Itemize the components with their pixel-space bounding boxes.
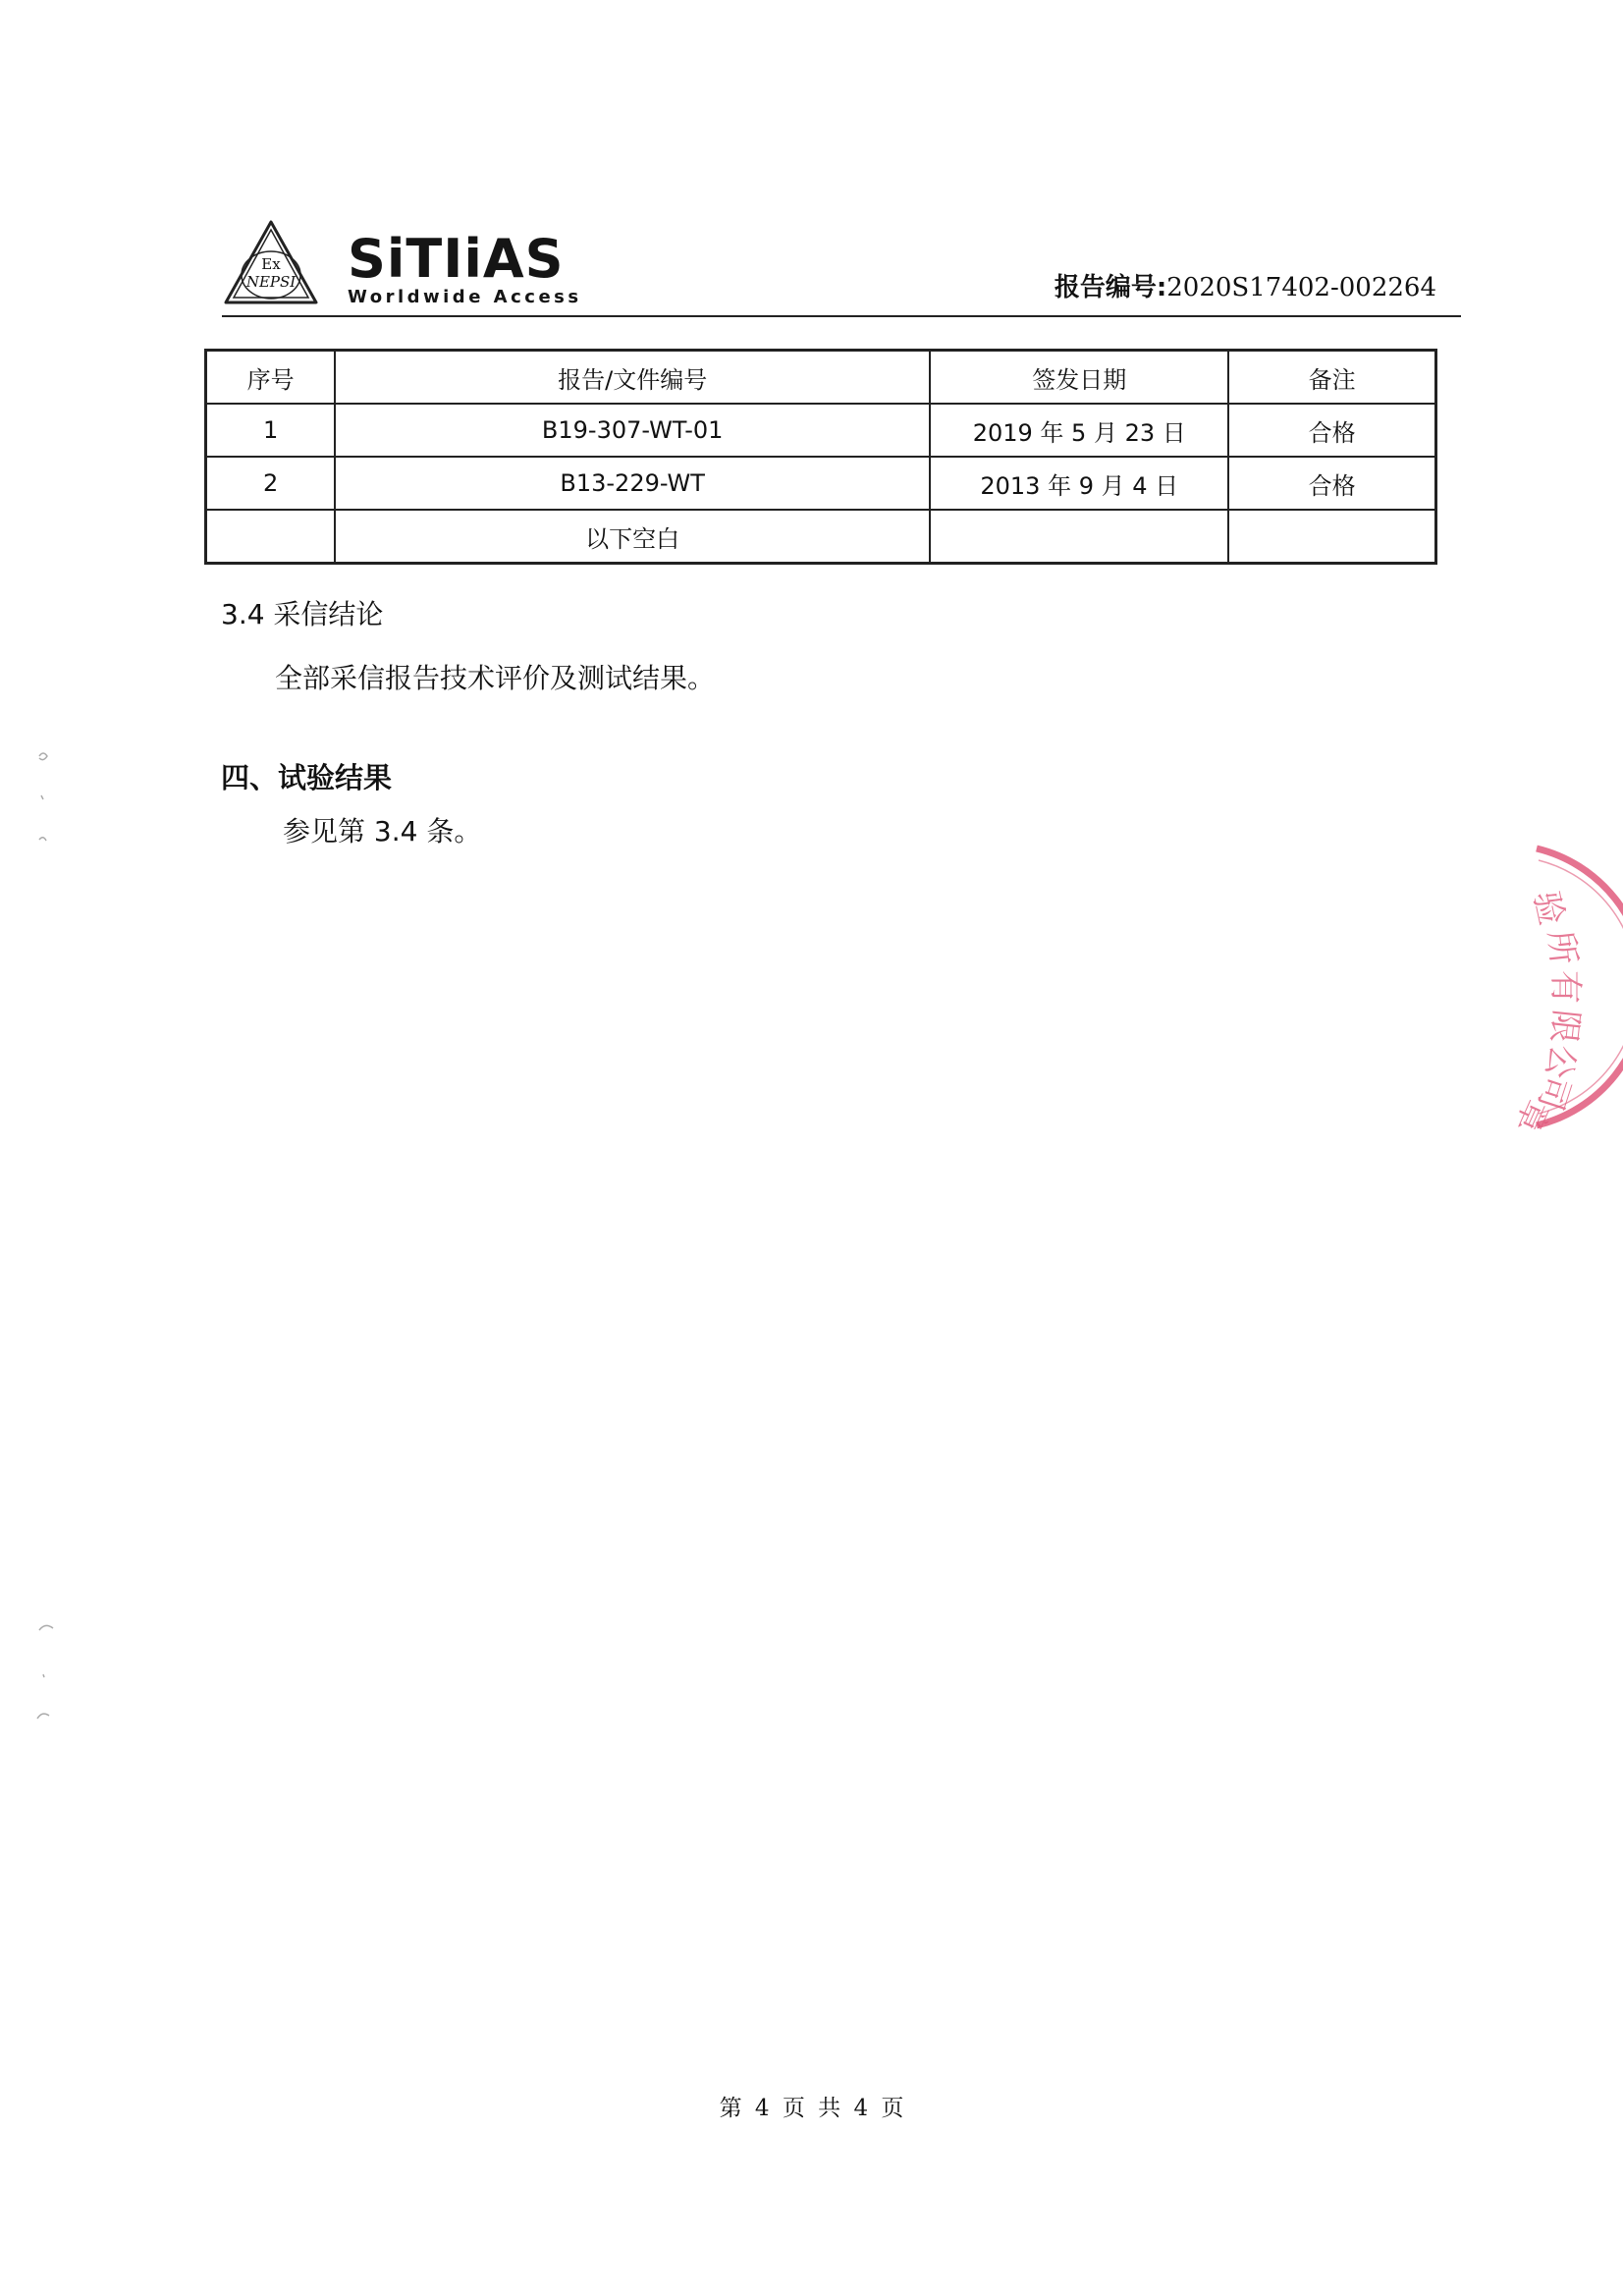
ex-nepsi-logo bbox=[222, 218, 320, 312]
reference-report-table bbox=[204, 349, 1437, 565]
brand-tagline: Worldwide Access bbox=[348, 287, 582, 307]
cell-note: 合格 bbox=[1228, 457, 1435, 510]
cell-date: 2019 年 5 月 23 日 bbox=[930, 404, 1228, 457]
brand-name: SiTIiAS bbox=[348, 228, 565, 290]
section-4-text: 参见第 3.4 条。 bbox=[283, 815, 482, 847]
header-cell-note: 备注 bbox=[1228, 351, 1435, 405]
cell-note: 合格 bbox=[1228, 404, 1435, 457]
svg-text:有: 有 bbox=[1545, 970, 1585, 1004]
report-number-value: 2020S17402-002264 bbox=[1166, 273, 1436, 302]
cell-date: 2013 年 9 月 4 日 bbox=[930, 457, 1228, 510]
header-divider bbox=[222, 315, 1461, 317]
cell-no bbox=[206, 510, 336, 564]
svg-text:公: 公 bbox=[1537, 1041, 1584, 1082]
report-number-label: 报告编号: bbox=[1054, 273, 1167, 302]
table-row bbox=[206, 404, 1436, 457]
svg-text:所: 所 bbox=[1540, 928, 1584, 966]
cell-date bbox=[930, 510, 1228, 564]
company-seal-stamp bbox=[1507, 845, 1623, 1133]
header-cell-date: 签发日期 bbox=[930, 351, 1228, 405]
document-header bbox=[222, 218, 1461, 316]
cell-doc: B19-307-WT-01 bbox=[335, 404, 930, 457]
header-cell-doc: 报告/文件编号 bbox=[335, 351, 930, 405]
sitiias-brand bbox=[348, 228, 582, 307]
cell-note bbox=[1228, 510, 1435, 564]
section-3-4-heading: 3.4 采信结论 bbox=[221, 598, 384, 630]
section-3-4-text: 全部采信报告技术评价及测试结果。 bbox=[275, 662, 716, 694]
ex-logo-top-text: Ex bbox=[261, 255, 281, 273]
cell-no: 1 bbox=[206, 404, 336, 457]
svg-text:司: 司 bbox=[1530, 1070, 1578, 1116]
header-cell-no: 序号 bbox=[206, 351, 336, 405]
report-number bbox=[1055, 267, 1436, 303]
svg-text:验: 验 bbox=[1525, 887, 1572, 929]
table-row bbox=[206, 457, 1436, 510]
table-row bbox=[206, 510, 1436, 564]
cell-doc: B13-229-WT bbox=[335, 457, 930, 510]
svg-text:限: 限 bbox=[1542, 1008, 1587, 1046]
section-4-heading: 四、试验结果 bbox=[221, 761, 393, 794]
ex-logo-bottom-text: NEPSI bbox=[245, 273, 297, 291]
table-header-row bbox=[206, 351, 1436, 405]
cell-no: 2 bbox=[206, 457, 336, 510]
cell-doc: 以下空白 bbox=[335, 510, 930, 564]
svg-text:章: 章 bbox=[1507, 1093, 1557, 1129]
scan-artifacts bbox=[29, 746, 69, 1732]
page-footer: 第 4 页 共 4 页 bbox=[719, 2096, 904, 2121]
